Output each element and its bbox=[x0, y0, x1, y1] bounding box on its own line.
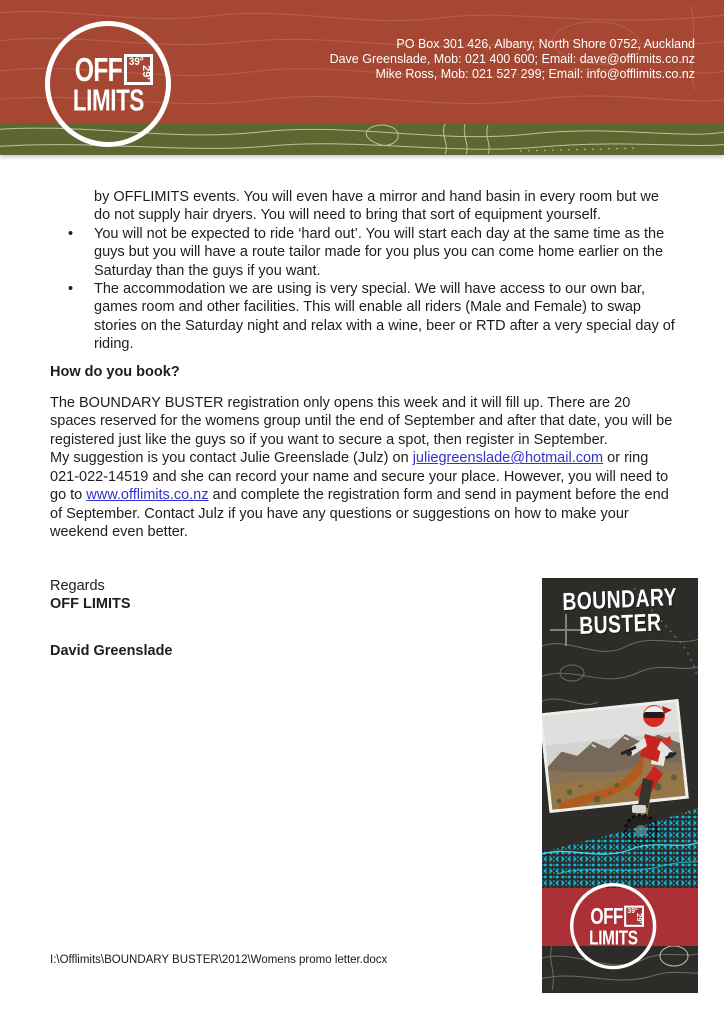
poster-logo-wrap bbox=[570, 883, 656, 969]
signatory-name: David Greenslade bbox=[50, 643, 173, 659]
letterhead-banner bbox=[0, 0, 724, 155]
logo-coordinates-box bbox=[124, 54, 153, 85]
bullet-list bbox=[50, 225, 678, 354]
logo-minutes: 29' bbox=[635, 912, 644, 924]
section-heading: How do you book? bbox=[50, 363, 180, 380]
poster-title bbox=[551, 584, 690, 639]
bullet-item-riding: • You will not be expected to ride ‘hard out’. You will start each day at the same time as the guys but you will have a route tailor made for you plus you can come home earlier on the Saturday than the guys if you want. bbox=[50, 225, 678, 280]
file-path: I:\Offlimits\BOUNDARY BUSTER\2012\Womens promo letter.docx bbox=[50, 954, 388, 966]
letter-body bbox=[50, 188, 678, 541]
contact-para-part3: and complete the registration form and send in payment before the end of September. Contact Julz if you have any questions or suggestions on how to make your weekend even better. bbox=[50, 487, 669, 540]
email-link[interactable]: juliegreenslade@hotmail.com bbox=[412, 450, 604, 467]
logo-word-off: OFF bbox=[590, 902, 623, 929]
logo-word-limits: LIMITS bbox=[588, 925, 638, 949]
signoff-regards: Regards bbox=[50, 578, 105, 594]
contact-line-dave: Dave Greenslade, Mob: 021 400 600; Email: dave@offlimits.co.nz bbox=[329, 52, 695, 66]
contact-line-address: PO Box 301 426, Albany, North Shore 0752, Auckland bbox=[396, 37, 695, 51]
signoff-company: OFF LIMITS bbox=[50, 596, 131, 613]
signoff-block bbox=[50, 577, 131, 614]
contact-para-part1: My suggestion is you contact Julie Greenslade (Julz) on bbox=[50, 450, 413, 467]
paragraph-booking: The BOUNDARY BUSTER registration only opens this week and it will fill up. There are 20 spaces reserved for the womens group until the end of September and after that date, you will be registered just like the guys so if you want to secure a spot, then register in September. bbox=[50, 395, 673, 448]
offlimits-logo bbox=[45, 21, 171, 147]
offlimits-logo bbox=[570, 883, 656, 969]
paragraph-contact-julz bbox=[50, 449, 678, 541]
logo-degrees: 39° bbox=[128, 55, 144, 68]
contact-line-mike: Mike Ross, Mob: 021 527 299; Email: info@offlimits.co.nz bbox=[375, 67, 695, 81]
contact-details bbox=[330, 37, 695, 82]
logo-word-limits: LIMITS bbox=[72, 83, 144, 117]
boundary-buster-poster bbox=[542, 578, 698, 993]
paragraph-continuation: by OFFLIMITS events. You will even have a mirror and hand basin in every room but we do not supply hair dryers. You will need to bring that sort of equipment yourself. bbox=[94, 189, 659, 224]
website-link[interactable]: www.offlimits.co.nz bbox=[86, 487, 209, 504]
logo-coordinates-box bbox=[624, 905, 644, 926]
poster-title-line2: BUSTER bbox=[578, 607, 662, 640]
logo-minutes: 29' bbox=[140, 64, 153, 80]
contact-para-part2: or ring 021-022-14519 and she can record your name and secure your place. However, you will need to go to bbox=[50, 450, 669, 504]
logo-word-off: OFF bbox=[74, 50, 122, 88]
bullet-item-accommodation: • The accommodation we are using is very special. We will have access to our own bar, games room and other facilities. This will enable all riders (Male and Female) to swap stories on the Saturday night and relax with a wine, beer or RTD after a very special day of riding. bbox=[50, 280, 678, 354]
poster-title-line1: BOUNDARY bbox=[561, 582, 678, 616]
logo-degrees: 39° bbox=[627, 906, 638, 915]
